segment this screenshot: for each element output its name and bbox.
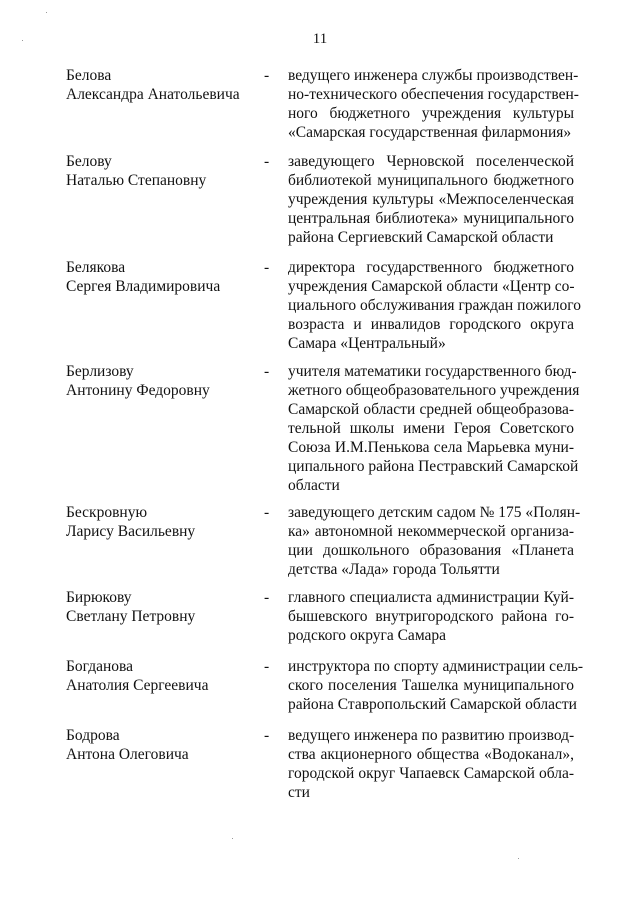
position-line: инструктора по спорту администрации сель-: [288, 658, 584, 675]
page-number: 11: [312, 31, 328, 47]
dash-separator: -: [264, 153, 270, 170]
position-line: бышевского внутригородского района го-: [288, 608, 574, 625]
person-name: [66, 588, 256, 626]
position-line: Самарской области средней общеобразова-: [288, 401, 574, 418]
position-line: учителя математики государственного бюд-: [288, 363, 577, 380]
position-line: ного бюджетного учреждения культуры: [288, 105, 574, 122]
position-line: ка» автономной некоммерческой организа-: [288, 523, 574, 540]
position-line: заведующего детским садом № 175 «Полян-: [288, 504, 581, 521]
dash-separator: -: [264, 259, 270, 276]
position-description: [288, 726, 574, 802]
given-names: Анатолия Сергеевича: [66, 677, 209, 694]
position-description: [288, 657, 584, 714]
person-name: [66, 152, 256, 190]
person-name: [66, 362, 256, 400]
dash-separator: -: [264, 727, 270, 744]
position-line: «Самарская государственная филармония»: [288, 124, 572, 141]
surname: Белова: [66, 67, 112, 84]
surname: Богданова: [66, 658, 134, 675]
position-description: [288, 588, 574, 645]
position-line: ведущего инженера по развитию производ-: [288, 727, 575, 744]
position-line: ципального района Пестравский Самарской: [288, 458, 579, 475]
dash-separator: -: [264, 589, 270, 606]
surname: Бирюкову: [66, 589, 132, 606]
position-line: ведущего инженера службы производствен-: [288, 67, 579, 84]
given-names: Ларису Васильевну: [66, 523, 196, 540]
position-line: родского округа Самара: [288, 627, 447, 644]
position-line: циального обслуживания граждан пожилого: [288, 297, 581, 314]
given-names: Антона Олеговича: [66, 746, 189, 763]
surname: Белякова: [66, 259, 126, 276]
position-line: области: [288, 477, 340, 494]
person-name: [66, 258, 256, 296]
position-line: библиотекой муниципального бюджетного: [288, 172, 574, 189]
position-line: ции дошкольного образования «Планета: [288, 542, 574, 559]
position-line: главного специалиста администрации Куй-: [288, 589, 574, 606]
scan-speck: [232, 838, 233, 839]
position-line: сти: [288, 784, 310, 801]
position-line: ского поселения Ташелка муниципального: [288, 677, 574, 694]
dash-separator: -: [264, 658, 270, 675]
dash-separator: -: [264, 504, 270, 521]
surname: Белову: [66, 153, 112, 170]
position-line: района Сергиевский Самарской области: [288, 229, 554, 246]
position-line: центральная библиотека» муниципального: [288, 210, 574, 227]
position-line: но-технического обеспечения государствен-: [288, 86, 579, 103]
position-description: [288, 362, 580, 495]
person-name: [66, 726, 256, 764]
position-line: учреждения культуры «Межпоселенческая: [288, 191, 574, 208]
surname: Бескровную: [66, 504, 148, 521]
given-names: Александра Анатольевича: [66, 86, 240, 103]
position-line: детства «Лада» города Тольятти: [288, 561, 500, 578]
person-name: [66, 503, 256, 541]
position-line: Самара «Центральный»: [288, 335, 446, 352]
position-line: тельной школы имени Героя Советского: [288, 420, 574, 437]
position-line: городской округ Чапаевск Самарской обла-: [288, 765, 574, 782]
dash-separator: -: [264, 67, 270, 84]
scan-speck: [22, 40, 23, 41]
position-line: ства акционерного общества «Водоканал»,: [288, 746, 574, 763]
surname: Берлизову: [66, 363, 134, 380]
surname: Бодрова: [66, 727, 120, 744]
position-line: жетного общеобразовательного учреждения: [288, 382, 580, 399]
position-description: [288, 66, 579, 142]
position-line: района Ставропольский Самарской области: [288, 696, 577, 713]
position-description: [288, 152, 574, 247]
position-line: возраста и инвалидов городского округа: [288, 316, 574, 333]
position-line: директора государственного бюджетного: [288, 259, 574, 276]
position-line: учреждения Самарской области «Центр со-: [288, 278, 575, 295]
person-name: [66, 657, 256, 695]
position-description: [288, 503, 581, 579]
person-name: [66, 66, 256, 104]
given-names: Сергея Владимировича: [66, 278, 221, 295]
dash-separator: -: [264, 363, 270, 380]
position-line: Союза И.М.Пенькова села Марьевка муни-: [288, 439, 574, 456]
scan-speck: [518, 858, 519, 859]
given-names: Светлану Петровну: [66, 608, 196, 625]
position-description: [288, 258, 581, 353]
given-names: Антонину Федоровну: [66, 382, 210, 399]
scan-speck: [46, 12, 47, 13]
position-line: заведующего Черновской поселенческой: [288, 153, 574, 170]
given-names: Наталью Степановну: [66, 172, 207, 189]
